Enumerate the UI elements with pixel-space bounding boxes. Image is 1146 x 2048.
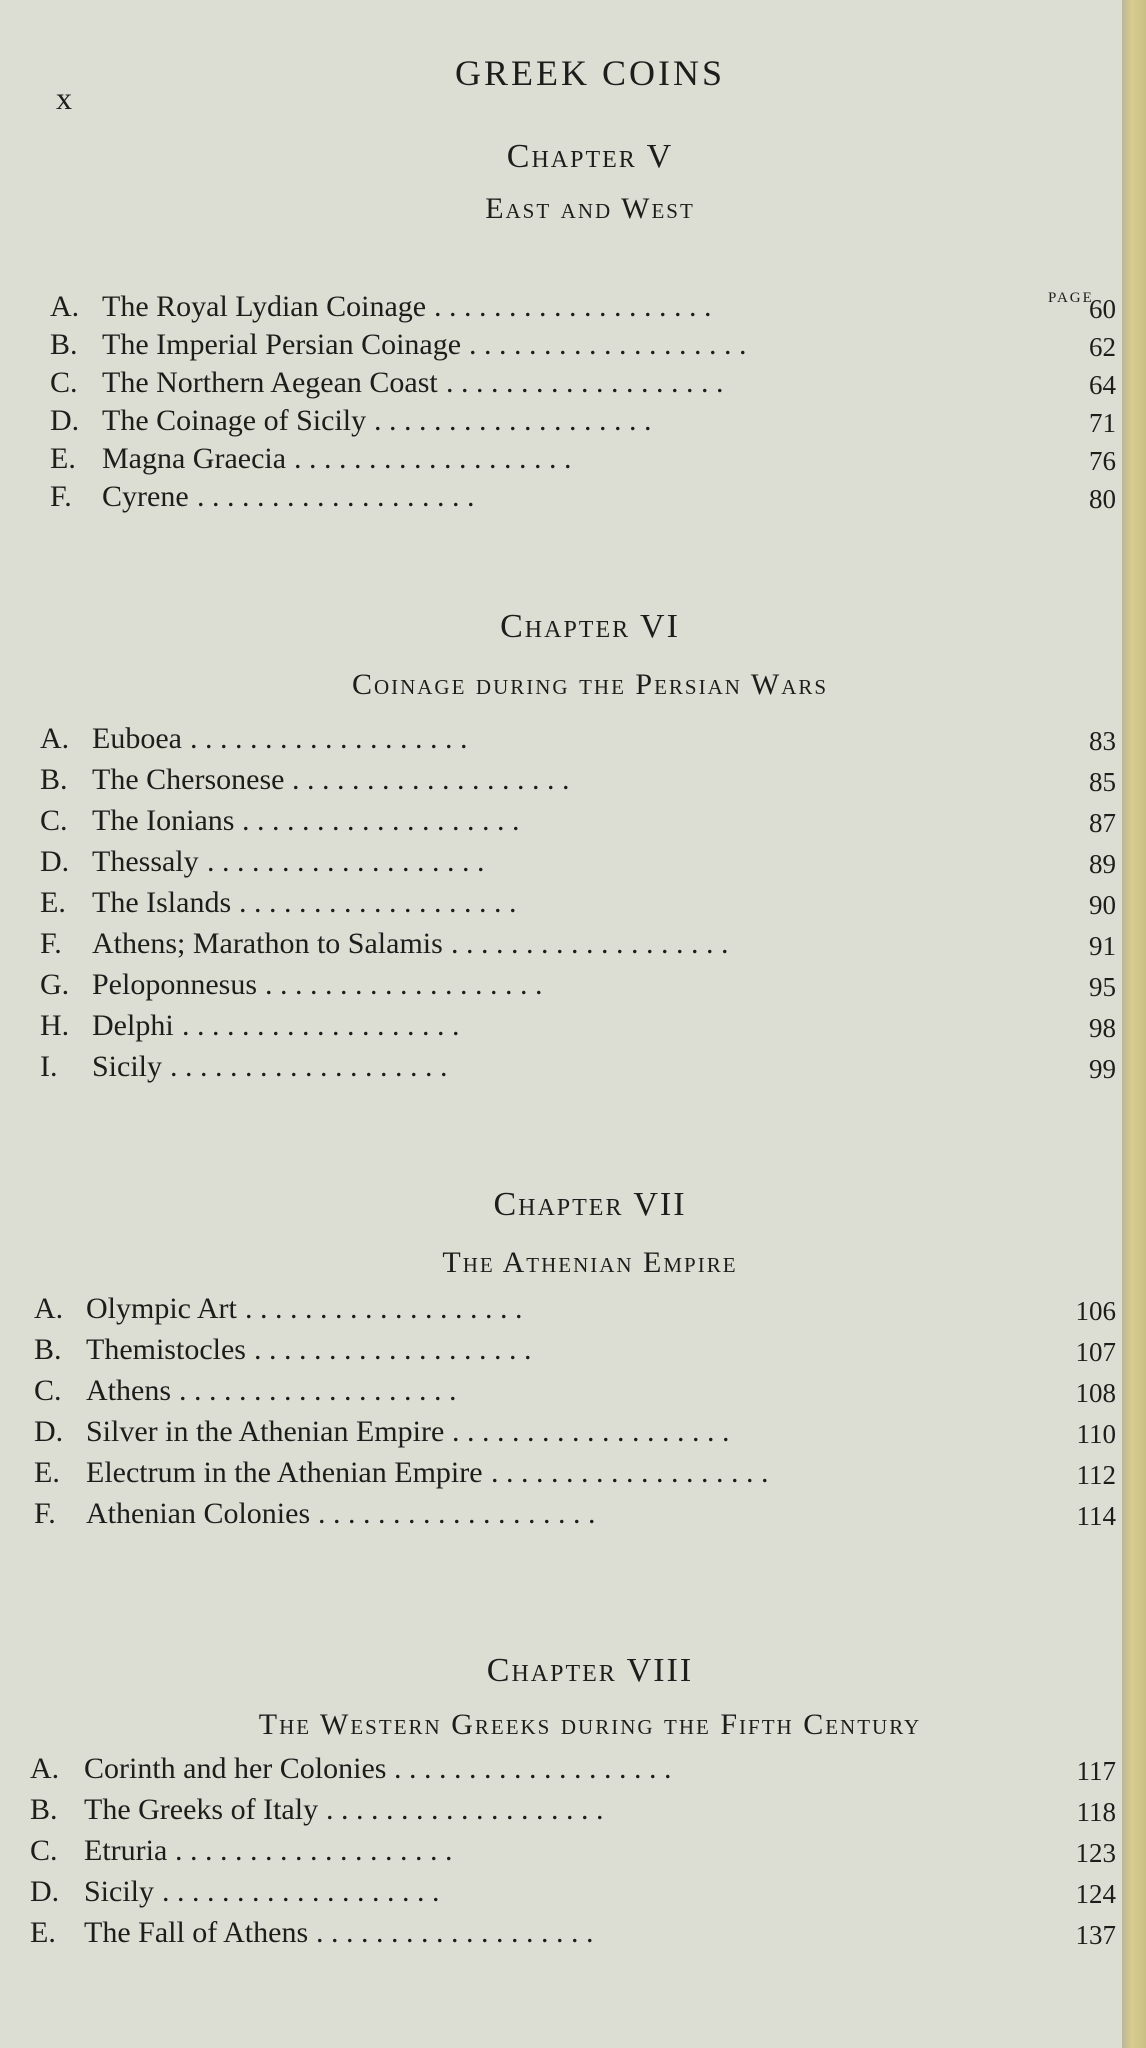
entry-letter: C. <box>40 804 68 837</box>
entry-letter: B. <box>40 763 68 796</box>
leader-dots: . . . . . . . . . . . . . . . . . . . <box>451 927 729 960</box>
leader-dots: . . . . . . . . . . . . . . . . . . . <box>207 845 485 878</box>
toc-entry <box>0 404 1122 444</box>
entry-page-number: 114 <box>1076 1501 1116 1531</box>
toc-entry <box>0 927 1122 967</box>
entry-page-number: 80 <box>1089 484 1116 514</box>
entry-letter: I. <box>40 1050 58 1083</box>
leader-dots: . . . . . . . . . . . . . . . . . . . <box>316 1916 594 1949</box>
toc-entry <box>0 1916 1122 1956</box>
chapter-subtitle: East and West <box>485 192 695 225</box>
toc-entry <box>0 1374 1122 1414</box>
toc-entry <box>0 328 1122 368</box>
entry-page-number: 108 <box>1075 1378 1116 1408</box>
entry-title: Silver in the Athenian Empire <box>86 1415 445 1448</box>
chapter-heading: Chapter VII <box>493 1186 687 1223</box>
leader-dots: . . . . . . . . . . . . . . . . . . . <box>197 480 475 513</box>
toc-entry <box>0 1333 1122 1373</box>
entry-page-number: 62 <box>1089 332 1116 362</box>
leader-dots: . . . . . . . . . . . . . . . . . . . <box>170 1050 448 1083</box>
entry-title: The Fall of Athens <box>84 1916 309 1949</box>
entry-title: Electrum in the Athenian Empire <box>86 1456 483 1489</box>
entry-page-number: 123 <box>1075 1838 1116 1868</box>
entry-title: The Royal Lydian Coinage <box>102 290 427 323</box>
entry-title: Peloponnesus <box>92 968 257 1001</box>
entry-title: Athenian Colonies <box>86 1497 311 1530</box>
entry-letter: D. <box>30 1875 60 1908</box>
entry-title: Sicily <box>92 1050 163 1083</box>
page-folio: x <box>56 80 73 116</box>
entry-title: The Chersonese <box>92 763 285 796</box>
leader-dots: . . . . . . . . . . . . . . . . . . . <box>245 1292 523 1325</box>
toc-entry <box>0 1497 1122 1537</box>
toc-entry <box>0 968 1122 1008</box>
entry-title: Thessaly <box>92 845 199 878</box>
leader-dots: . . . . . . . . . . . . . . . . . . . <box>265 968 543 1001</box>
leader-dots: . . . . . . . . . . . . . . . . . . . <box>179 1374 457 1407</box>
entry-page-number: 95 <box>1089 972 1116 1002</box>
chapter-subtitle: Coinage during the Persian Wars <box>351 668 829 701</box>
entry-title: Sicily <box>84 1875 155 1908</box>
entry-title: Corinth and her Colonies <box>84 1752 387 1785</box>
leader-dots: . . . . . . . . . . . . . . . . . . . <box>469 328 747 361</box>
entry-title: The Greeks of Italy <box>84 1793 319 1826</box>
entry-letter: D. <box>50 404 80 437</box>
entry-letter: D. <box>40 845 70 878</box>
entry-page-number: 85 <box>1089 767 1116 797</box>
entry-title: The Coinage of Sicily <box>102 404 367 437</box>
leader-dots: . . . . . . . . . . . . . . . . . . . <box>292 763 570 796</box>
entry-title: Athens; Marathon to Salamis <box>92 927 443 960</box>
entry-letter: H. <box>40 1009 70 1042</box>
toc-entry <box>0 1292 1122 1332</box>
entry-letter: B. <box>34 1333 62 1366</box>
entry-title: The Islands <box>92 886 232 919</box>
toc-entry <box>0 1752 1122 1792</box>
leader-dots: . . . . . . . . . . . . . . . . . . . <box>239 886 517 919</box>
entry-title: Delphi <box>92 1009 174 1042</box>
chapter-heading: Chapter VIII <box>486 1652 694 1689</box>
entry-page-number: 83 <box>1089 726 1116 756</box>
entry-title: The Ionians <box>92 804 235 837</box>
toc-entry <box>0 1050 1122 1090</box>
toc-entry <box>0 480 1122 520</box>
entry-title: Etruria <box>84 1834 168 1867</box>
toc-entry <box>0 1009 1122 1049</box>
entry-letter: F. <box>50 480 72 513</box>
leader-dots: . . . . . . . . . . . . . . . . . . . <box>294 442 572 475</box>
entry-title: Themistocles <box>86 1333 246 1366</box>
leader-dots: . . . . . . . . . . . . . . . . . . . <box>491 1456 769 1489</box>
entry-letter: C. <box>50 366 78 399</box>
toc-entry <box>0 1415 1122 1455</box>
toc-entry <box>0 1456 1122 1496</box>
toc-entry <box>0 1875 1122 1915</box>
entry-letter: G. <box>40 968 70 1001</box>
leader-dots: . . . . . . . . . . . . . . . . . . . <box>326 1793 604 1826</box>
toc-entry <box>0 442 1122 482</box>
leader-dots: . . . . . . . . . . . . . . . . . . . <box>242 804 520 837</box>
entry-page-number: 98 <box>1089 1013 1116 1043</box>
entry-page-number: 89 <box>1089 849 1116 879</box>
entry-page-number: 87 <box>1089 808 1116 838</box>
entry-title: The Imperial Persian Coinage <box>102 328 462 361</box>
entry-page-number: 71 <box>1089 408 1116 438</box>
leader-dots: . . . . . . . . . . . . . . . . . . . <box>394 1752 672 1785</box>
entry-page-number: 106 <box>1075 1296 1116 1326</box>
toc-entry <box>0 804 1122 844</box>
entry-page-number: 110 <box>1076 1419 1116 1449</box>
entry-letter: C. <box>30 1834 58 1867</box>
entry-page-number: 118 <box>1076 1797 1116 1827</box>
entry-page-number: 99 <box>1089 1054 1116 1084</box>
toc-entry <box>0 290 1122 330</box>
leader-dots: . . . . . . . . . . . . . . . . . . . <box>446 366 724 399</box>
entry-title: Magna Graecia <box>102 442 287 475</box>
leader-dots: . . . . . . . . . . . . . . . . . . . <box>190 722 468 755</box>
entry-page-number: 107 <box>1075 1337 1116 1367</box>
entry-letter: A. <box>50 290 80 323</box>
running-head-title: GREEK COINS <box>454 53 725 93</box>
chapter-heading: Chapter V <box>506 138 674 175</box>
entry-page-number: 60 <box>1089 294 1116 324</box>
page-column-label: page <box>1048 282 1094 307</box>
entry-letter: B. <box>30 1793 58 1826</box>
entry-letter: A. <box>30 1752 60 1785</box>
entry-page-number: 91 <box>1089 931 1116 961</box>
entry-letter: E. <box>30 1916 56 1949</box>
leader-dots: . . . . . . . . . . . . . . . . . . . <box>162 1875 440 1908</box>
entry-page-number: 112 <box>1076 1460 1116 1490</box>
leader-dots: . . . . . . . . . . . . . . . . . . . <box>254 1333 532 1366</box>
entry-page-number: 117 <box>1076 1756 1116 1786</box>
entry-letter: C. <box>34 1374 62 1407</box>
toc-entry <box>0 1834 1122 1874</box>
toc-entry <box>0 722 1122 762</box>
entry-page-number: 90 <box>1089 890 1116 920</box>
entry-letter: E. <box>34 1456 60 1489</box>
toc-entry <box>0 845 1122 885</box>
chapter-subtitle: The Athenian Empire <box>442 1246 738 1279</box>
leader-dots: . . . . . . . . . . . . . . . . . . . <box>434 290 712 323</box>
entry-letter: A. <box>34 1292 64 1325</box>
entry-letter: A. <box>40 722 70 755</box>
page-edge <box>1122 0 1146 2048</box>
entry-letter: B. <box>50 328 78 361</box>
entry-page-number: 76 <box>1089 446 1116 476</box>
entry-letter: F. <box>34 1497 56 1530</box>
entry-title: Athens <box>86 1374 171 1407</box>
leader-dots: . . . . . . . . . . . . . . . . . . . <box>182 1009 460 1042</box>
toc-entry <box>0 763 1122 803</box>
leader-dots: . . . . . . . . . . . . . . . . . . . <box>452 1415 730 1448</box>
entry-letter: E. <box>50 442 76 475</box>
entry-page-number: 137 <box>1075 1920 1116 1950</box>
leader-dots: . . . . . . . . . . . . . . . . . . . <box>318 1497 596 1530</box>
entry-title: Euboea <box>92 722 182 755</box>
chapter-heading: Chapter VI <box>500 608 680 645</box>
toc-entry <box>0 886 1122 926</box>
chapter-subtitle: The Western Greeks during the Fifth Century <box>258 1708 922 1741</box>
leader-dots: . . . . . . . . . . . . . . . . . . . <box>374 404 652 437</box>
entry-page-number: 64 <box>1089 370 1116 400</box>
toc-entry <box>0 1793 1122 1833</box>
entry-letter: F. <box>40 927 62 960</box>
entry-letter: D. <box>34 1415 64 1448</box>
entry-title: Cyrene <box>102 480 189 513</box>
entry-letter: E. <box>40 886 66 919</box>
entry-title: The Northern Aegean Coast <box>102 366 438 399</box>
entry-title: Olympic Art <box>86 1292 237 1325</box>
toc-entry <box>0 366 1122 406</box>
leader-dots: . . . . . . . . . . . . . . . . . . . <box>175 1834 453 1867</box>
entry-page-number: 124 <box>1075 1879 1116 1909</box>
